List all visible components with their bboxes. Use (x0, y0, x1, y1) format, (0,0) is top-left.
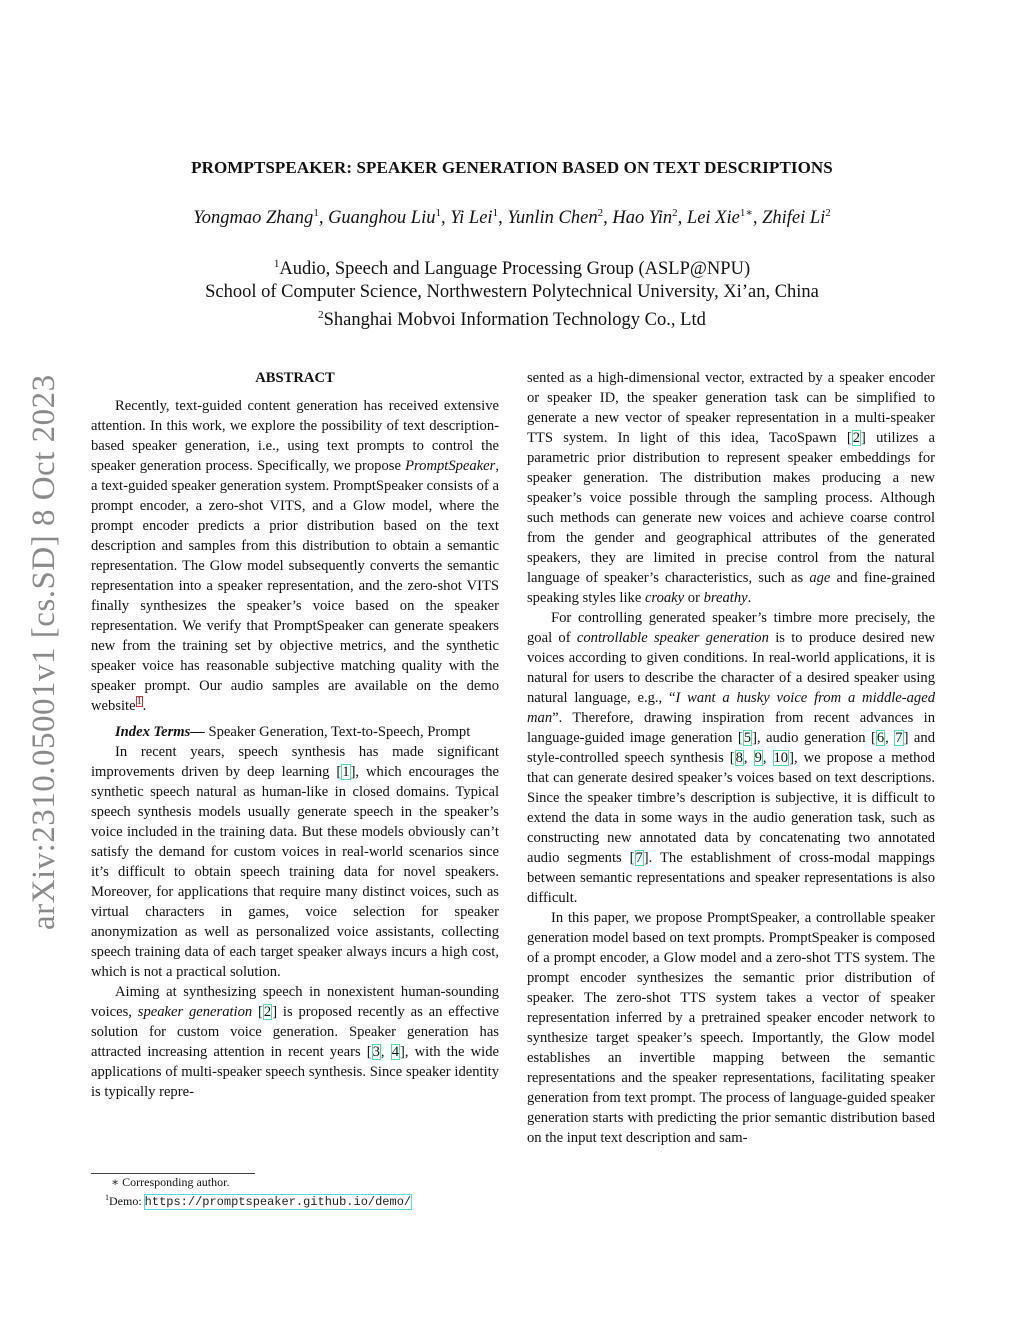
body-paragraph: sented as a high-dimensional vector, extracted by a speaker encoder or speaker ID, the speaker generation task can be simplified to generate a new vector of speaker representation in a multi-speaker TTS system. In light of this idea, TacoSpawn [2] utilizes a parametric prior distribution to represent speaker embeddings for speaker generation. The distribution makes producing a new speaker’s voice possible through the sampling process. Although such methods can generate new voices and achieve coarse control from the gender and geographical attributes of the generated speakers, they are limited in precise control from the natural language of speaker’s characteristics, such as age and fine-grained speaking styles like croaky or breathy. (527, 370, 935, 606)
citation-link[interactable]: 2 (263, 1004, 272, 1020)
author: Yunlin Chen$^2$, (507, 207, 613, 229)
author-list (80, 206, 944, 229)
abstract-heading: ABSTRACT (255, 370, 335, 386)
author: Zhifei Li$^2$ (762, 207, 831, 229)
author: Yongmao Zhang$^1$, (193, 207, 329, 229)
footnote-divider (91, 1173, 255, 1174)
citation-link[interactable]: 10 (773, 750, 789, 766)
author: Hao Yin$^2$, (612, 207, 687, 229)
left-column (91, 368, 499, 1102)
demo-url-link[interactable]: https://promptspeaker.github.io/demo/ (144, 1195, 412, 1209)
citation-link[interactable]: 4 (391, 1044, 399, 1060)
author: Lei Xie$^{1∗}$, (686, 207, 763, 229)
footnote-corresponding: ∗ Corresponding author. (111, 1175, 230, 1189)
citation-link[interactable]: 2 (852, 430, 860, 446)
paper-title: PROMPTSPEAKER: SPEAKER GENERATION BASED ON TEXT DESCRIPTIONS (191, 158, 833, 177)
citation-link[interactable]: 7 (635, 850, 643, 866)
right-column (527, 368, 935, 1148)
citation-link[interactable]: 8 (735, 750, 743, 766)
intro-paragraph: Aiming at synthesizing speech in nonexistent human-sounding voices, speaker generation [2] is proposed recently as an effective solution for custom voice generation. Speaker generation has attracted increasing attention in recent years [3, 4], with the wide applications of multi-speaker speech synthesis. Since speaker identity is typically repre- (91, 984, 499, 1100)
affiliation-line: $^1$Audio, Speech and Language Processing Group (ASLP@NPU) (273, 258, 751, 280)
arxiv-identifier[interactable]: arXiv:2310.05001v1 [cs.SD] 8 Oct 2023 (26, 374, 62, 930)
affiliation-line: School of Computer Science, Northwestern Polytechnical University, Xi’an, China (205, 282, 819, 303)
author: Yi Lei$^1$, (450, 207, 508, 229)
affiliations (80, 253, 944, 332)
index-terms: Index Terms— Speaker Generation, Text-to-Speech, Prompt (115, 724, 471, 740)
citation-link[interactable]: 3 (372, 1044, 380, 1060)
abstract-paragraph: Recently, text-guided content generation has received extensive attention. In this work, we explore the possibility of text description-based speaker generation, i.e., using text prompts to control the speaker generation process. Specifically, we propose PromptSpeaker, a text-guided speaker generation system. PromptSpeaker consists of a prompt encoder, a zero-shot VITS, and a Glow model, where the prompt encoder predicts a prior distribution based on the text description and samples from this distribution to obtain a semantic representation. The Glow model subsequently converts the semantic representation into a speaker representation, and the zero-shot VITS finally synthesizes the speaker’s voice based on the speaker representation. We verify that PromptSpeaker can generate speakers new from the training set by objective metrics, and the synthetic speaker voice has reasonable subjective matching quality with the speaker prompt. Our audio samples are available on the demo website$^1$. (91, 398, 499, 714)
intro-paragraph: In recent years, speech synthesis has made significant improvements driven by deep learning [1], which encourages the synthetic speech natural as human-like in closed domains. Typical speech synthesis models usually generate speech in the speaker’s voice included in the training data. But these models obviously can’t satisfy the demand for custom voices in real-world scenarios since it’s difficult to obtain speech training data for novel speakers. Moreover, for applications that require many distinct voices, such as virtual characters in games, voice selection for speaker anonymization as well as personalized voice assistants, collecting speech training data of each target speaker always incurs a high cost, which is not a practical solution. (91, 744, 499, 980)
citation-link[interactable]: 5 (743, 730, 752, 746)
affiliation-line: $^2$Shanghai Mobvoi Information Technology Co., Ltd (318, 309, 706, 331)
body-paragraph: For controlling generated speaker’s timbre more precisely, the goal of controllable speaker generation is to produce desired new voices according to given conditions. In real-world applications, it is natural for users to describe the character of a desired speaker using natural language, e.g., “I want a husky voice from a middle-aged man”. Therefore, drawing inspiration from recent advances in language-guided image generation [5], audio generation [6, 7] and style-controlled speech synthesis [8, 9, 10], we propose a method that can generate desired speaker’s voices based on text descriptions. Since the speaker timbre’s description is subjective, it is difficult to extend the data in some ways in the audio generation task, such as constructing new annotated data by concatenating two annotated audio segments [7]. The establishment of cross-modal mappings between semantic representations and speaker representations is also difficult. (527, 610, 936, 906)
citation-link[interactable]: 1 (342, 764, 350, 780)
footnote-link[interactable]: 1 (136, 696, 142, 708)
citation-link[interactable]: 7 (895, 730, 903, 746)
footnotes (91, 1175, 499, 1210)
citation-link[interactable]: 6 (876, 730, 885, 746)
body-paragraph: In this paper, we propose PromptSpeaker, a controllable speaker generation model based on text prompts. PromptSpeaker is composed of a prompt encoder, a Glow model and a zero-shot TTS system. The prompt encoder synthesizes the semantic prior distribution of speaker. The zero-shot TTS system takes a vector of speaker representation inferred by a pretrained speaker encoder network to synthesize target speaker’s speech. Importantly, the Glow model establishes an invertible mapping between the semantic representations and the speaker representations, facilitating speaker generation from text prompt. The process of language-guided speaker generation starts with predicting the prior semantic distribution based on the input text description and sam- (527, 910, 935, 1146)
footnote-demo: $^1$Demo: https://promptspeaker.github.io/demo/ (105, 1193, 412, 1209)
citation-link[interactable]: 9 (754, 750, 762, 766)
author: Guanghou Liu$^1$, (328, 207, 451, 229)
